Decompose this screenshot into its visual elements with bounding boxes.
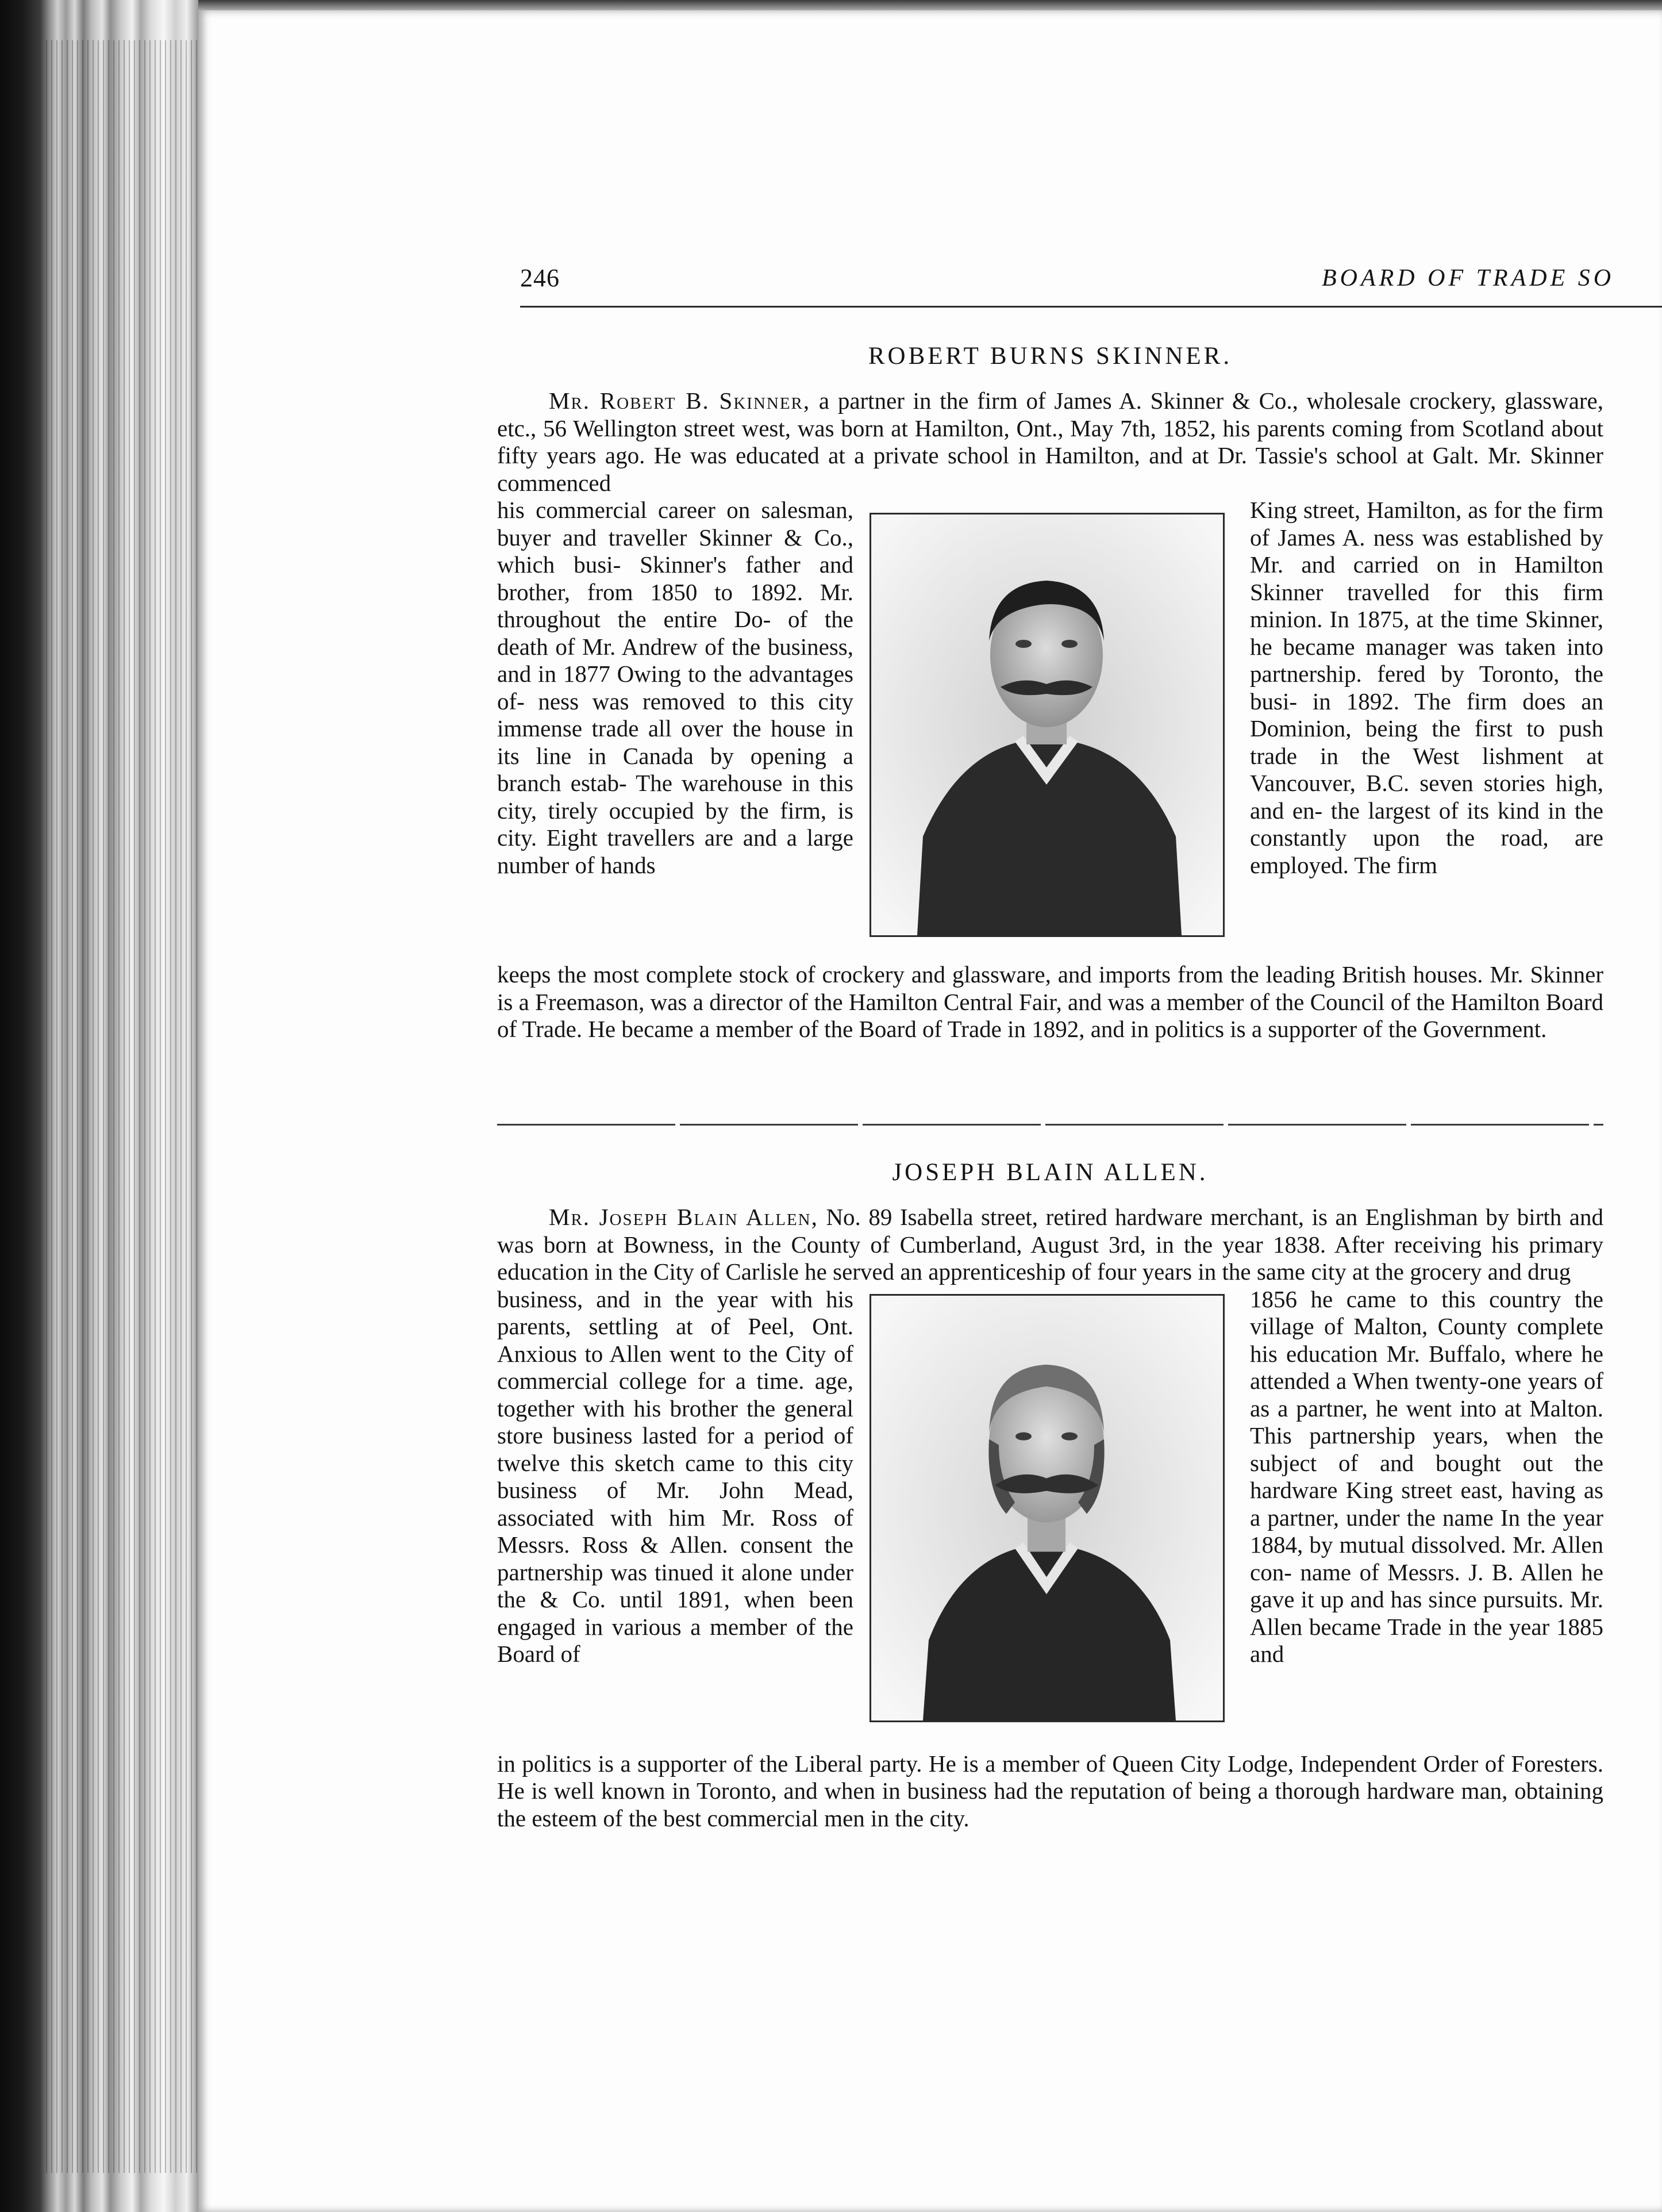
page-header xyxy=(520,263,1662,304)
right-column: 1856 he came to this country the village of Malton, County complete his education Mr. Buffalo, where he attended a When twenty-one years of as a partner, he went into at Malton. This partnership years, when the subject of and bought out the hardware King street east, having as a partner, under the name In the year 1884, by mutual dissolved. Mr. Allen con- name of Messrs. J. B. Allen he gave it up and has since pursuits. Mr. Allen became Trade in the year 1885 and xyxy=(1250,1285,1603,1667)
lead-name: Mr. Robert B. Skinner, xyxy=(549,387,811,414)
section-divider xyxy=(497,1124,1603,1126)
lead-name: Mr. Joseph Blain Allen, xyxy=(549,1204,818,1230)
article-body xyxy=(497,387,1603,1043)
header-rule xyxy=(520,306,1662,308)
lead-paragraph xyxy=(497,1204,1603,1286)
article-skinner xyxy=(497,339,1603,1043)
lead-text: a partner in the firm of James A. Skinner & Co., wholesale crockery, glassware, etc., 56 Wellington street west, was born at Hamilton, Ont., May 7th, 1852, his parents coming from Scotland about fifty years ago. He was educated at a private school in Hamilton, and at Dr. Tassie's school at Galt. Mr. Skinner commenced xyxy=(497,387,1603,496)
left-column: his commercial career on salesman, buyer and traveller Skinner & Co., which busi- Skinner's father and brother, from 1850 to 1892. Mr. throughout the entire Do- of the death of Mr. Andrew of the business, and in 1877 Owing to the advantages of- ness was removed to this city immense trade all over the house in its line in Canada by opening a branch estab- The warehouse in this city, tirely occupied by the firm, is city. Eight travellers are and a large number of hands xyxy=(497,497,853,878)
closing-paragraph: keeps the most complete stock of crockery and glassware, and imports from the leading British houses. Mr. Skinner is a Freemason, was a director of the Hamilton Central Fair, and was a member of the Council of the Hamilton Board of Trade. He became a member of the Board of Trade in 1892, and in politics is a supporter of the Government. xyxy=(497,961,1603,1042)
right-column: King street, Hamilton, as for the firm of James A. ness was established by Mr. and carried on in Hamilton Skinner travelled for this firm minion. In 1875, at the time Skinner, he became manager was taken into partnership. fered by Toronto, the busi- in 1892. The firm does an Dominion, being the first to push trade in the West lishment at Vancouver, B.C. seven stories high, and en- the largest of its kind in the constantly upon the road, are employed. The firm xyxy=(1250,497,1603,878)
article-body xyxy=(497,1204,1603,1832)
portrait-frame xyxy=(870,513,1225,937)
lead-text: No. 89 Isabella street, retired hardware merchant, is an Englishman by birth and was born at Bowness, in the County of Cumberland, August 3rd, in the year 1838. After receiving his primary education in the City of Carlisle he served an apprenticeship of four years in the same city at the grocery and drug xyxy=(497,1204,1604,1285)
article-title: ROBERT BURNS SKINNER. xyxy=(868,343,1233,370)
closing-paragraph: in politics is a supporter of the Liberal party. He is a member of Queen City Lodge, Independent Order of Foresters. He is well known in Toronto, and when in business had the reputation of being a thorough hardware man, obtaining the esteem of the best commercial men in the city. xyxy=(497,1750,1603,1831)
wrapped-columns xyxy=(497,497,1603,961)
wrapped-columns xyxy=(497,1286,1603,1750)
lead-paragraph xyxy=(497,387,1603,497)
portrait-skinner-image xyxy=(871,514,1223,935)
page-number: 246 xyxy=(520,264,560,292)
portrait-allen-image xyxy=(871,1296,1223,1721)
article-allen xyxy=(497,1155,1603,1832)
article-title: JOSEPH BLAIN ALLEN. xyxy=(892,1159,1209,1186)
running-head: BOARD OF TRADE SO xyxy=(1322,265,1615,291)
portrait-frame xyxy=(870,1294,1225,1722)
left-column: business, and in the year with his parents, settling at of Peel, Ont. Anxious to Allen went to the City of commercial college for a time. age, together with his brother the general store business lasted for a period of twelve this sketch came to this city business of Mr. John Mead, associated with him Mr. Ross of Messrs. Ross & Allen. consent the partnership was tinued it alone under the & Co. until 1891, when been engaged in various a member of the Board of xyxy=(497,1285,853,1667)
page-edges xyxy=(46,40,201,2173)
